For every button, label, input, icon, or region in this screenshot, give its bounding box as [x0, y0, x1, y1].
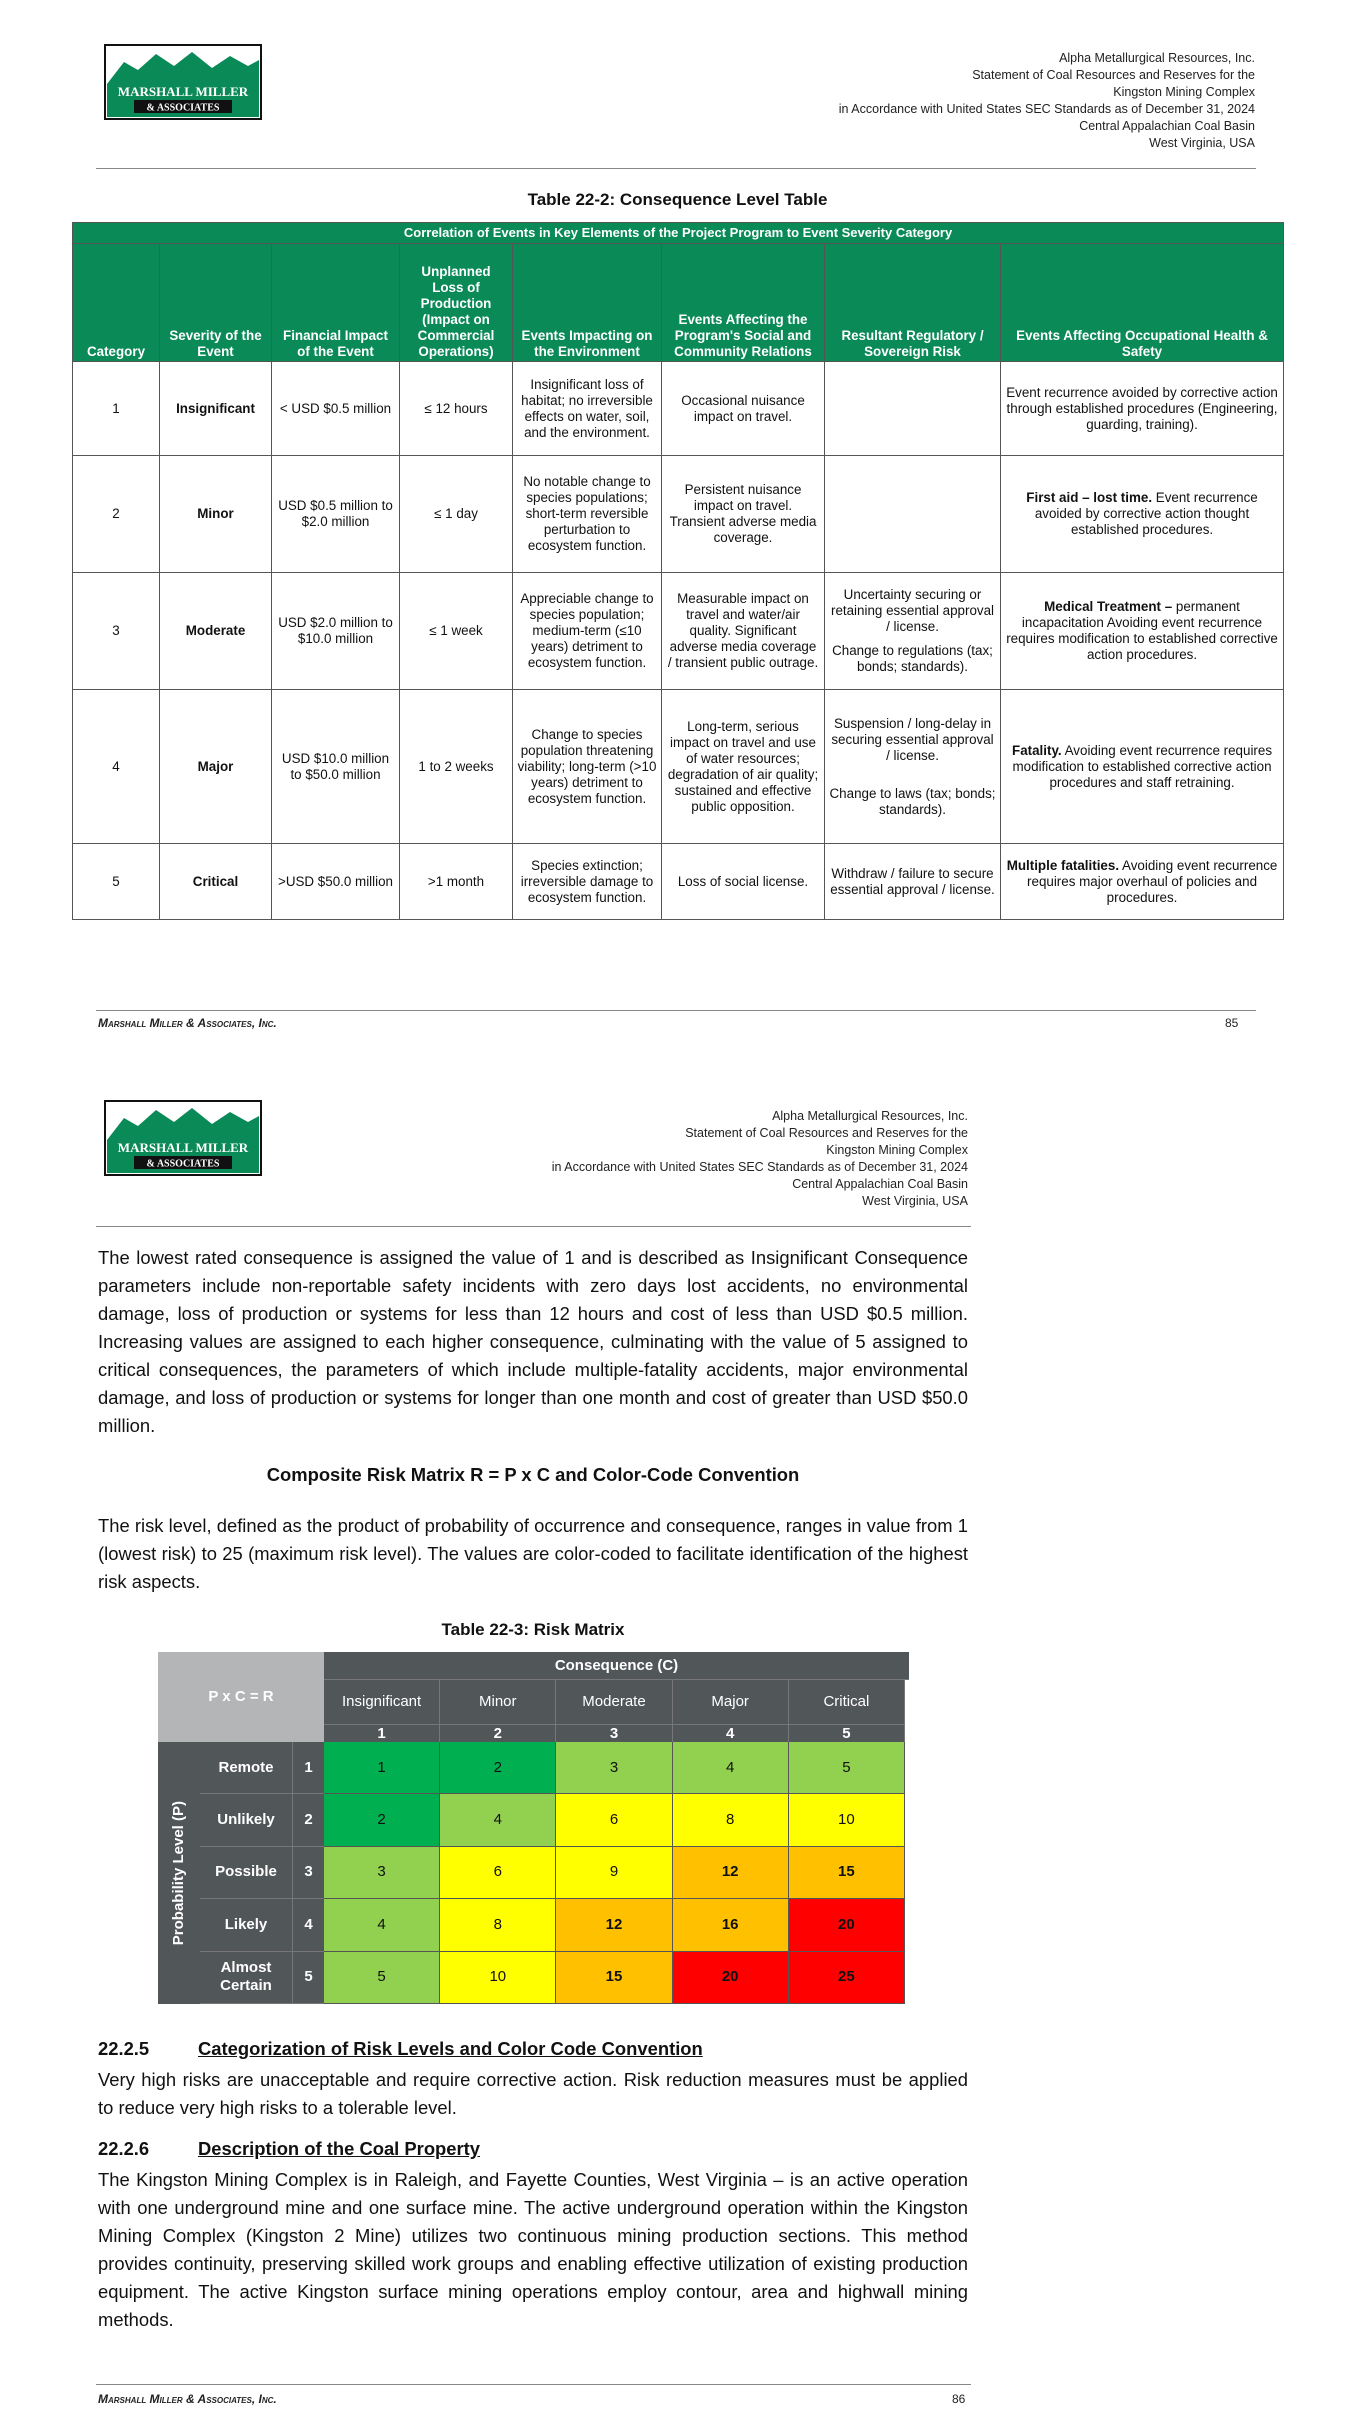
ohs-cell	[1001, 690, 1284, 844]
financial-cell: >USD $50.0 million	[272, 844, 400, 920]
footer-rule	[96, 1010, 1256, 1011]
column-header: Financial Impact of the Event	[272, 244, 400, 362]
financial-cell: USD $10.0 million to $50.0 million	[272, 690, 400, 844]
risk-cell: 16	[673, 1899, 789, 1951]
svg-text:& ASSOCIATES: & ASSOCIATES	[146, 1158, 220, 1170]
mountain-logo-icon	[104, 1100, 262, 1176]
social-cell: Occasional nuisance impact on travel.	[662, 362, 825, 456]
risk-cell: 2	[324, 1794, 440, 1846]
consequence-title: Consequence (C)	[324, 1652, 909, 1680]
risk-cell: 4	[324, 1899, 440, 1951]
paragraph-consequence-values: The lowest rated consequence is assigned the value of 1 and is described as Insignificant Consequence parameters include non-reportable safety incidents with zero days lost accidents, no environmental damage, loss of production or systems for less than 12 hours and cost of less than USD $0.5 million. Increasing values are assigned to each higher consequence, culminating with the value of 5 assigned to critical consequences, the parameters of which include multiple-fatality accidents, major environmental damage, and loss of production or systems for longer than one month and cost of greater than USD $50.0 million.	[98, 1247, 968, 1436]
financial-cell: USD $2.0 million to $10.0 million	[272, 573, 400, 690]
production-cell: >1 month	[400, 844, 513, 920]
regulatory-text: Uncertainty securing or retaining essential approval / license.	[830, 587, 995, 634]
paragraph-risk-level: The risk level, defined as the product of probability of occurrence and consequence, ranges in value from 1 (lowest risk) to 25 (maximum risk level). The values are color-coded to facilitate identification of the highest risk aspects.	[98, 1515, 968, 1592]
paragraph-very-high-risk: Very high risks are unacceptable and require corrective action. Risk reduction measures must be applied to reduce very high risks to a tolerable level.	[98, 2069, 968, 2118]
ohs-bold-text: Multiple fatalities.	[1006, 857, 1120, 873]
header-line: in Accordance with United States SEC Standards as of December 31, 2024	[838, 102, 1255, 116]
company-logo	[104, 44, 262, 120]
column-header: Severity of the Event	[160, 244, 272, 362]
column-header: Unplanned Loss of Production (Impact on Commercial Operations)	[400, 244, 513, 362]
risk-cell: 20	[673, 1952, 789, 2004]
category-cell: 4	[73, 690, 160, 844]
financial-cell: USD $0.5 million to $2.0 million	[272, 456, 400, 573]
header-line: Alpha Metallurgical Resources, Inc.	[772, 1109, 968, 1123]
consequence-level-table	[72, 222, 1284, 920]
probability-number: 4	[292, 1899, 324, 1951]
severity-cell: Critical	[160, 844, 272, 920]
ohs-cell	[1001, 573, 1284, 690]
regulatory-text: Suspension / long-delay in securing essential approval / license.	[831, 715, 994, 763]
risk-cell: 3	[324, 1847, 440, 1899]
risk-cell: 3	[556, 1742, 672, 1794]
production-cell: ≤ 12 hours	[400, 362, 513, 456]
column-header: Events Impacting on the Environment	[513, 244, 662, 362]
header-line: Central Appalachian Coal Basin	[792, 1177, 968, 1191]
table-row	[73, 362, 1284, 456]
risk-cell: 9	[556, 1847, 672, 1899]
risk-cell: 10	[440, 1952, 556, 2004]
risk-cell: 1	[324, 1742, 440, 1794]
risk-cell: 12	[673, 1847, 789, 1899]
risk-cell: 5	[324, 1952, 440, 2004]
severity-cell: Moderate	[160, 573, 272, 690]
social-cell: Long-term, serious impact on travel and use of water resources; degradation of air quality; sustained and effective public opposition.	[662, 690, 825, 844]
footer-firm: Marshall Miller & Associates, Inc.	[98, 2392, 277, 2406]
footer-page-number: 85	[1225, 1016, 1239, 1030]
section-number: 22.2.5	[98, 2038, 150, 2059]
category-cell: 3	[73, 573, 160, 690]
header-line: West Virginia, USA	[1149, 136, 1255, 150]
environment-cell: Species extinction; irreversible damage to ecosystem function.	[513, 844, 662, 920]
header-line: Statement of Coal Resources and Reserves for the	[685, 1126, 968, 1140]
section-number: 22.2.6	[98, 2138, 150, 2159]
table-band-header: Correlation of Events in Key Elements of the Project Program to Event Severity Category	[73, 223, 1284, 244]
section-title: Description of the Coal Property	[198, 2138, 481, 2159]
section-heading-22-2-5	[98, 2038, 703, 2060]
social-cell: Measurable impact on travel and water/air quality. Significant adverse media coverage / transient public outrage.	[662, 573, 825, 690]
ohs-cell	[1001, 362, 1284, 456]
risk-cell: 20	[789, 1899, 905, 1951]
ohs-text: Event recurrence avoided by corrective action thought established procedures.	[1034, 490, 1258, 537]
header-line: Statement of Coal Resources and Reserves for the	[972, 68, 1255, 82]
risk-cell: 2	[440, 1742, 556, 1794]
probability-label: Remote	[200, 1742, 292, 1794]
consequence-number: 4	[673, 1724, 789, 1742]
svg-text:& ASSOCIATES: & ASSOCIATES	[146, 102, 220, 114]
severity-cell: Major	[160, 690, 272, 844]
table-title: Table 22-2: Consequence Level Table	[527, 190, 828, 209]
header-line: Kingston Mining Complex	[1113, 85, 1255, 99]
ohs-text: Avoiding event recurrence requires major overhaul of policies and procedures.	[1027, 857, 1278, 905]
regulatory-text: Change to regulations (tax; bonds; standards).	[832, 643, 993, 674]
risk-cell: 25	[789, 1952, 905, 2004]
severity-cell: Insignificant	[160, 362, 272, 456]
consequence-label: Critical	[789, 1680, 905, 1724]
header-rule	[96, 1226, 971, 1227]
table-row	[73, 844, 1284, 920]
mountain-logo-icon	[104, 44, 262, 120]
regulatory-cell	[825, 573, 1001, 690]
risk-cell: 10	[789, 1794, 905, 1846]
risk-cell: 4	[673, 1742, 789, 1794]
production-cell: ≤ 1 day	[400, 456, 513, 573]
footer-rule	[96, 2384, 971, 2385]
regulatory-text: Withdraw / failure to secure essential approval / license.	[830, 865, 995, 897]
financial-cell: < USD $0.5 million	[272, 362, 400, 456]
header-line: in Accordance with United States SEC Standards as of December 31, 2024	[551, 1160, 968, 1174]
table-row	[73, 456, 1284, 573]
column-header: Events Affecting the Program's Social and Community Relations	[662, 244, 825, 362]
regulatory-cell	[825, 690, 1001, 844]
consequence-label: Moderate	[556, 1680, 672, 1724]
ohs-bold-text: Medical Treatment –	[1044, 599, 1173, 614]
consequence-number: 3	[556, 1724, 672, 1742]
section-subheading: Composite Risk Matrix R = P x C and Color-Code Convention	[266, 1464, 800, 1485]
risk-cell: 5	[789, 1742, 905, 1794]
header-line: West Virginia, USA	[862, 1194, 968, 1208]
social-cell: Persistent nuisance impact on travel. Transient adverse media coverage.	[662, 456, 825, 573]
risk-cell: 8	[440, 1899, 556, 1951]
probability-number: 3	[292, 1847, 324, 1899]
regulatory-text: Change to laws (tax; bonds; standards).	[829, 785, 996, 817]
header-line: Kingston Mining Complex	[826, 1143, 968, 1157]
ohs-bold-text: Fatality.	[1012, 742, 1062, 758]
column-header: Resultant Regulatory / Sovereign Risk	[825, 244, 1001, 362]
probability-label: Possible	[200, 1847, 292, 1899]
regulatory-cell	[825, 844, 1001, 920]
probability-number: 2	[292, 1794, 324, 1846]
probability-title-text: Probability Level (P)	[170, 1800, 187, 1946]
matrix-title: Table 22-3: Risk Matrix	[441, 1620, 625, 1639]
production-cell: 1 to 2 weeks	[400, 690, 513, 844]
risk-cell: 6	[556, 1794, 672, 1846]
consequence-label: Insignificant	[324, 1680, 440, 1724]
section-title: Categorization of Risk Levels and Color Code Convention	[198, 2038, 703, 2059]
probability-number: 1	[292, 1742, 324, 1794]
paragraph-coal-property: The Kingston Mining Complex is in Raleigh, and Fayette Counties, West Virginia – is an active operation with one underground mine and one surface mine. The active underground operation within the Kingston Mining Complex (Kingston 2 Mine) utilizes two continuous mining production sections. This method provides continuity, preserving skilled work groups and enabling effective utilization of existing production equipment. The active Kingston surface mining operations employ contour, area and highwall mining methods.	[98, 2169, 968, 2330]
regulatory-cell	[825, 362, 1001, 456]
table-row	[73, 690, 1284, 844]
ohs-text: Event recurrence avoided by corrective action through established procedures (Engineering, guarding, training).	[1006, 384, 1278, 432]
table-row	[73, 573, 1284, 690]
svg-text:MARSHALL MILLER: MARSHALL MILLER	[117, 84, 249, 99]
footer-page-number: 86	[952, 2392, 966, 2406]
risk-cell: 15	[556, 1952, 672, 2004]
risk-cell: 8	[673, 1794, 789, 1846]
consequence-label: Minor	[440, 1680, 556, 1724]
production-cell: ≤ 1 week	[400, 573, 513, 690]
header-line: Central Appalachian Coal Basin	[1079, 119, 1255, 133]
probability-title	[158, 1742, 200, 2004]
risk-cell: 15	[789, 1847, 905, 1899]
environment-cell: Insignificant loss of habitat; no irreversible effects on water, soil, and the environment.	[513, 362, 662, 456]
severity-cell: Minor	[160, 456, 272, 573]
ohs-cell	[1001, 456, 1284, 573]
probability-label: Likely	[200, 1899, 292, 1951]
header-line: Alpha Metallurgical Resources, Inc.	[1059, 51, 1255, 65]
risk-cell: 6	[440, 1847, 556, 1899]
consequence-label: Major	[673, 1680, 789, 1724]
risk-cell: 4	[440, 1794, 556, 1846]
risk-matrix	[158, 1652, 909, 2004]
social-cell: Loss of social license.	[662, 844, 825, 920]
matrix-corner: P x C = R	[158, 1652, 324, 1742]
environment-cell: Change to species population threatening viability; long-term (>10 years) detriment to ecosystem function.	[513, 690, 662, 844]
regulatory-cell	[825, 456, 1001, 573]
consequence-number: 2	[440, 1724, 556, 1742]
environment-cell: No notable change to species populations; short-term reversible perturbation to ecosystem function.	[513, 456, 662, 573]
probability-label: Almost Certain	[200, 1952, 292, 2004]
category-cell: 5	[73, 844, 160, 920]
company-logo	[104, 1100, 262, 1176]
probability-number: 5	[292, 1952, 324, 2004]
consequence-number: 1	[324, 1724, 440, 1742]
page2-header	[368, 1108, 968, 1210]
ohs-bold-text: First aid – lost time.	[1026, 490, 1153, 505]
ohs-text: permanent incapacitation Avoiding event recurrence requires modification to established corrective action procedures.	[1006, 599, 1278, 662]
svg-text:MARSHALL MILLER: MARSHALL MILLER	[117, 1140, 249, 1155]
ohs-text: Avoiding event recurrence requires modification to established corrective action procedures and staff retraining.	[1012, 742, 1273, 790]
category-cell: 2	[73, 456, 160, 573]
environment-cell: Appreciable change to species population; medium-term (≤10 years) detriment to ecosystem function.	[513, 573, 662, 690]
column-header: Category	[73, 244, 160, 362]
risk-cell: 12	[556, 1899, 672, 1951]
page1-header	[655, 50, 1255, 152]
column-header: Events Affecting Occupational Health & Safety	[1001, 244, 1284, 362]
section-heading-22-2-6	[98, 2138, 480, 2160]
category-cell: 1	[73, 362, 160, 456]
ohs-cell	[1001, 844, 1284, 920]
probability-label: Unlikely	[200, 1794, 292, 1846]
footer-firm: Marshall Miller & Associates, Inc.	[98, 1016, 277, 1030]
header-rule	[96, 168, 1256, 169]
consequence-number: 5	[789, 1724, 905, 1742]
